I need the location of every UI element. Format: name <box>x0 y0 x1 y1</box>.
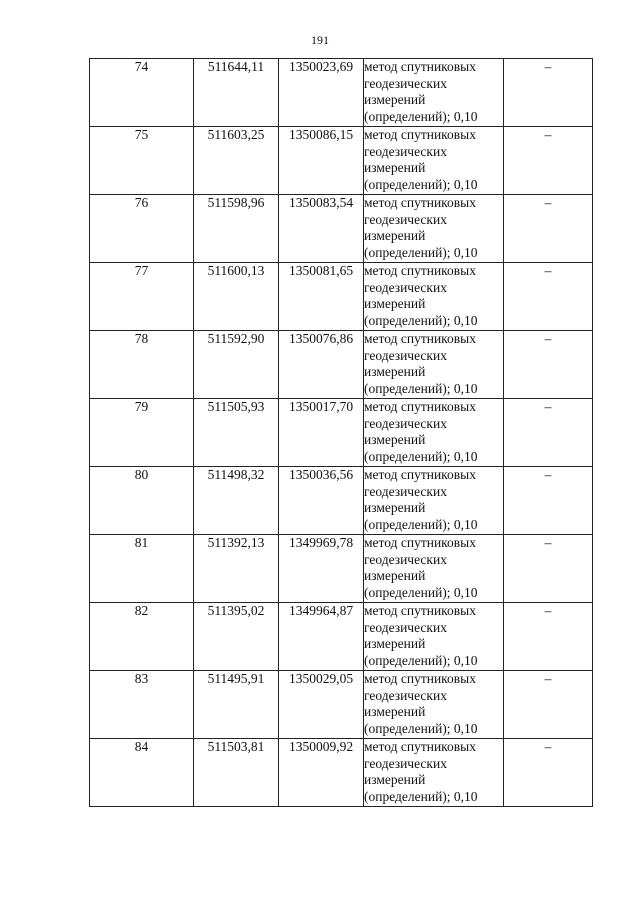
method-line: измерений <box>364 500 426 515</box>
point-number-cell: 84 <box>90 739 194 807</box>
method-line: геодезических <box>364 415 447 431</box>
y-coordinate-cell: 1350023,69 <box>279 59 364 127</box>
method-line: геодезических <box>364 143 447 159</box>
method-line: геодезических <box>364 687 447 703</box>
table-row <box>90 399 593 467</box>
method-line: геодезических <box>364 755 447 771</box>
table-row <box>90 603 593 671</box>
method-line: измерений <box>364 432 426 447</box>
method-cell <box>364 603 504 671</box>
method-line: метод спутниковых <box>364 127 476 142</box>
method-line: геодезических <box>364 347 447 363</box>
x-coordinate-cell: 511505,93 <box>194 399 279 467</box>
point-number-cell: 77 <box>90 263 194 331</box>
x-coordinate-cell: 511598,96 <box>194 195 279 263</box>
point-number-cell: 78 <box>90 331 194 399</box>
point-number-cell: 79 <box>90 399 194 467</box>
note-cell: – <box>504 195 593 263</box>
method-line: геодезических <box>364 551 447 567</box>
method-line: (определений); 0,10 <box>364 448 478 464</box>
point-number-cell: 74 <box>90 59 194 127</box>
method-line: метод спутниковых <box>364 739 476 754</box>
note-cell: – <box>504 467 593 535</box>
method-cell <box>364 467 504 535</box>
note-cell: – <box>504 127 593 195</box>
method-cell <box>364 195 504 263</box>
method-line: геодезических <box>364 75 447 91</box>
y-coordinate-cell: 1350086,15 <box>279 127 364 195</box>
y-coordinate-cell: 1350017,70 <box>279 399 364 467</box>
y-coordinate-cell: 1350036,56 <box>279 467 364 535</box>
coordinates-table-body <box>90 59 593 807</box>
method-line: (определений); 0,10 <box>364 176 478 192</box>
method-line: измерений <box>364 160 426 175</box>
x-coordinate-cell: 511498,32 <box>194 467 279 535</box>
x-coordinate-cell: 511495,91 <box>194 671 279 739</box>
note-cell: – <box>504 399 593 467</box>
method-cell <box>364 535 504 603</box>
method-line: метод спутниковых <box>364 59 476 74</box>
method-line: метод спутниковых <box>364 399 476 414</box>
table-row <box>90 739 593 807</box>
point-number-cell: 75 <box>90 127 194 195</box>
method-line: метод спутниковых <box>364 467 476 482</box>
table-row <box>90 535 593 603</box>
method-line: метод спутниковых <box>364 603 476 618</box>
method-line: измерений <box>364 704 426 719</box>
table-row <box>90 263 593 331</box>
method-cell <box>364 127 504 195</box>
table-row <box>90 671 593 739</box>
point-number-cell: 83 <box>90 671 194 739</box>
note-cell: – <box>504 603 593 671</box>
method-cell <box>364 331 504 399</box>
coordinates-table <box>89 58 593 807</box>
method-cell <box>364 671 504 739</box>
method-line: измерений <box>364 364 426 379</box>
method-line: (определений); 0,10 <box>364 380 478 396</box>
x-coordinate-cell: 511395,02 <box>194 603 279 671</box>
method-line: измерений <box>364 92 426 107</box>
y-coordinate-cell: 1349969,78 <box>279 535 364 603</box>
method-line: измерений <box>364 568 426 583</box>
point-number-cell: 76 <box>90 195 194 263</box>
x-coordinate-cell: 511592,90 <box>194 331 279 399</box>
method-line: метод спутниковых <box>364 331 476 346</box>
note-cell: – <box>504 59 593 127</box>
y-coordinate-cell: 1350029,05 <box>279 671 364 739</box>
method-line: измерений <box>364 296 426 311</box>
y-coordinate-cell: 1350009,92 <box>279 739 364 807</box>
method-line: (определений); 0,10 <box>364 652 478 668</box>
x-coordinate-cell: 511392,13 <box>194 535 279 603</box>
method-cell <box>364 399 504 467</box>
table-row <box>90 195 593 263</box>
method-line: геодезических <box>364 211 447 227</box>
method-cell <box>364 59 504 127</box>
table-row <box>90 127 593 195</box>
x-coordinate-cell: 511644,11 <box>194 59 279 127</box>
table-row <box>90 467 593 535</box>
note-cell: – <box>504 263 593 331</box>
method-line: метод спутниковых <box>364 263 476 278</box>
method-line: (определений); 0,10 <box>364 788 478 804</box>
y-coordinate-cell: 1350076,86 <box>279 331 364 399</box>
note-cell: – <box>504 671 593 739</box>
x-coordinate-cell: 511603,25 <box>194 127 279 195</box>
table-row <box>90 331 593 399</box>
method-line: геодезических <box>364 619 447 635</box>
y-coordinate-cell: 1350083,54 <box>279 195 364 263</box>
method-line: (определений); 0,10 <box>364 108 478 124</box>
y-coordinate-cell: 1350081,65 <box>279 263 364 331</box>
note-cell: – <box>504 535 593 603</box>
method-line: измерений <box>364 636 426 651</box>
page-number: 191 <box>311 33 329 47</box>
method-line: (определений); 0,10 <box>364 584 478 600</box>
method-cell <box>364 263 504 331</box>
point-number-cell: 81 <box>90 535 194 603</box>
y-coordinate-cell: 1349964,87 <box>279 603 364 671</box>
method-line: метод спутниковых <box>364 671 476 686</box>
method-line: геодезических <box>364 279 447 295</box>
x-coordinate-cell: 511600,13 <box>194 263 279 331</box>
method-line: (определений); 0,10 <box>364 516 478 532</box>
method-line: (определений); 0,10 <box>364 244 478 260</box>
method-line: геодезических <box>364 483 447 499</box>
note-cell: – <box>504 331 593 399</box>
method-line: метод спутниковых <box>364 535 476 550</box>
method-line: (определений); 0,10 <box>364 312 478 328</box>
method-line: метод спутниковых <box>364 195 476 210</box>
method-cell <box>364 739 504 807</box>
point-number-cell: 82 <box>90 603 194 671</box>
method-line: измерений <box>364 228 426 243</box>
method-line: (определений); 0,10 <box>364 720 478 736</box>
point-number-cell: 80 <box>90 467 194 535</box>
method-line: измерений <box>364 772 426 787</box>
x-coordinate-cell: 511503,81 <box>194 739 279 807</box>
note-cell: – <box>504 739 593 807</box>
table-row <box>90 59 593 127</box>
